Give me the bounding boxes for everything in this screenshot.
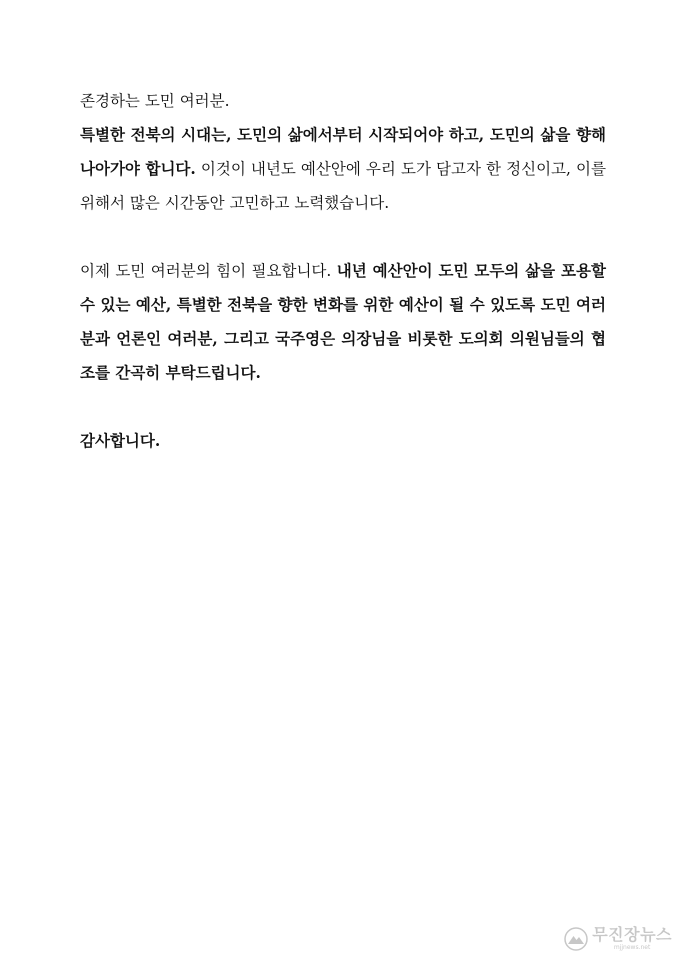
watermark-url: mjjnews.net: [613, 944, 651, 951]
paragraph-request: [80, 254, 606, 390]
news-watermark: [564, 922, 672, 956]
letter-body: [80, 84, 606, 458]
paragraph-spacer: [80, 390, 606, 424]
mountain-emblem-icon: [564, 927, 588, 951]
paragraph-request-text: 이제 도민 여러분의 힘이 필요합니다.: [80, 262, 337, 280]
paragraph-vision-text: 이것이 내년도 예산안에 우리 도가 담고자 한 정신이고, 이를 위해서 많은 시간동안 고민하고 노력했습니다.: [80, 160, 606, 212]
watermark-name: 무진장뉴스: [592, 925, 672, 944]
paragraph-spacer: [80, 220, 606, 254]
closing-line: 감사합니다.: [80, 431, 161, 450]
paragraph-vision-emphasis: 특별한 전북의 시대는, 도민의 삶에서부터 시작되어야 하고, 도민의 삶을 향해 나아가야 합니다.: [80, 125, 606, 178]
paragraph-vision: [80, 118, 606, 220]
paragraph-request-emphasis: 내년 예산안이 도민 모두의 삶을 포용할 수 있는 예산, 특별한 전북을 향한 변화를 위한 예산이 될 수 있도록 도민 여러분과 언론인 여러분, 그리고 국주영은 의장님을 비롯한 도의회 의원님들의 협조를 간곡히 부탁드립니다.: [80, 261, 606, 382]
greeting-line: 존경하는 도민 여러분.: [80, 92, 230, 110]
